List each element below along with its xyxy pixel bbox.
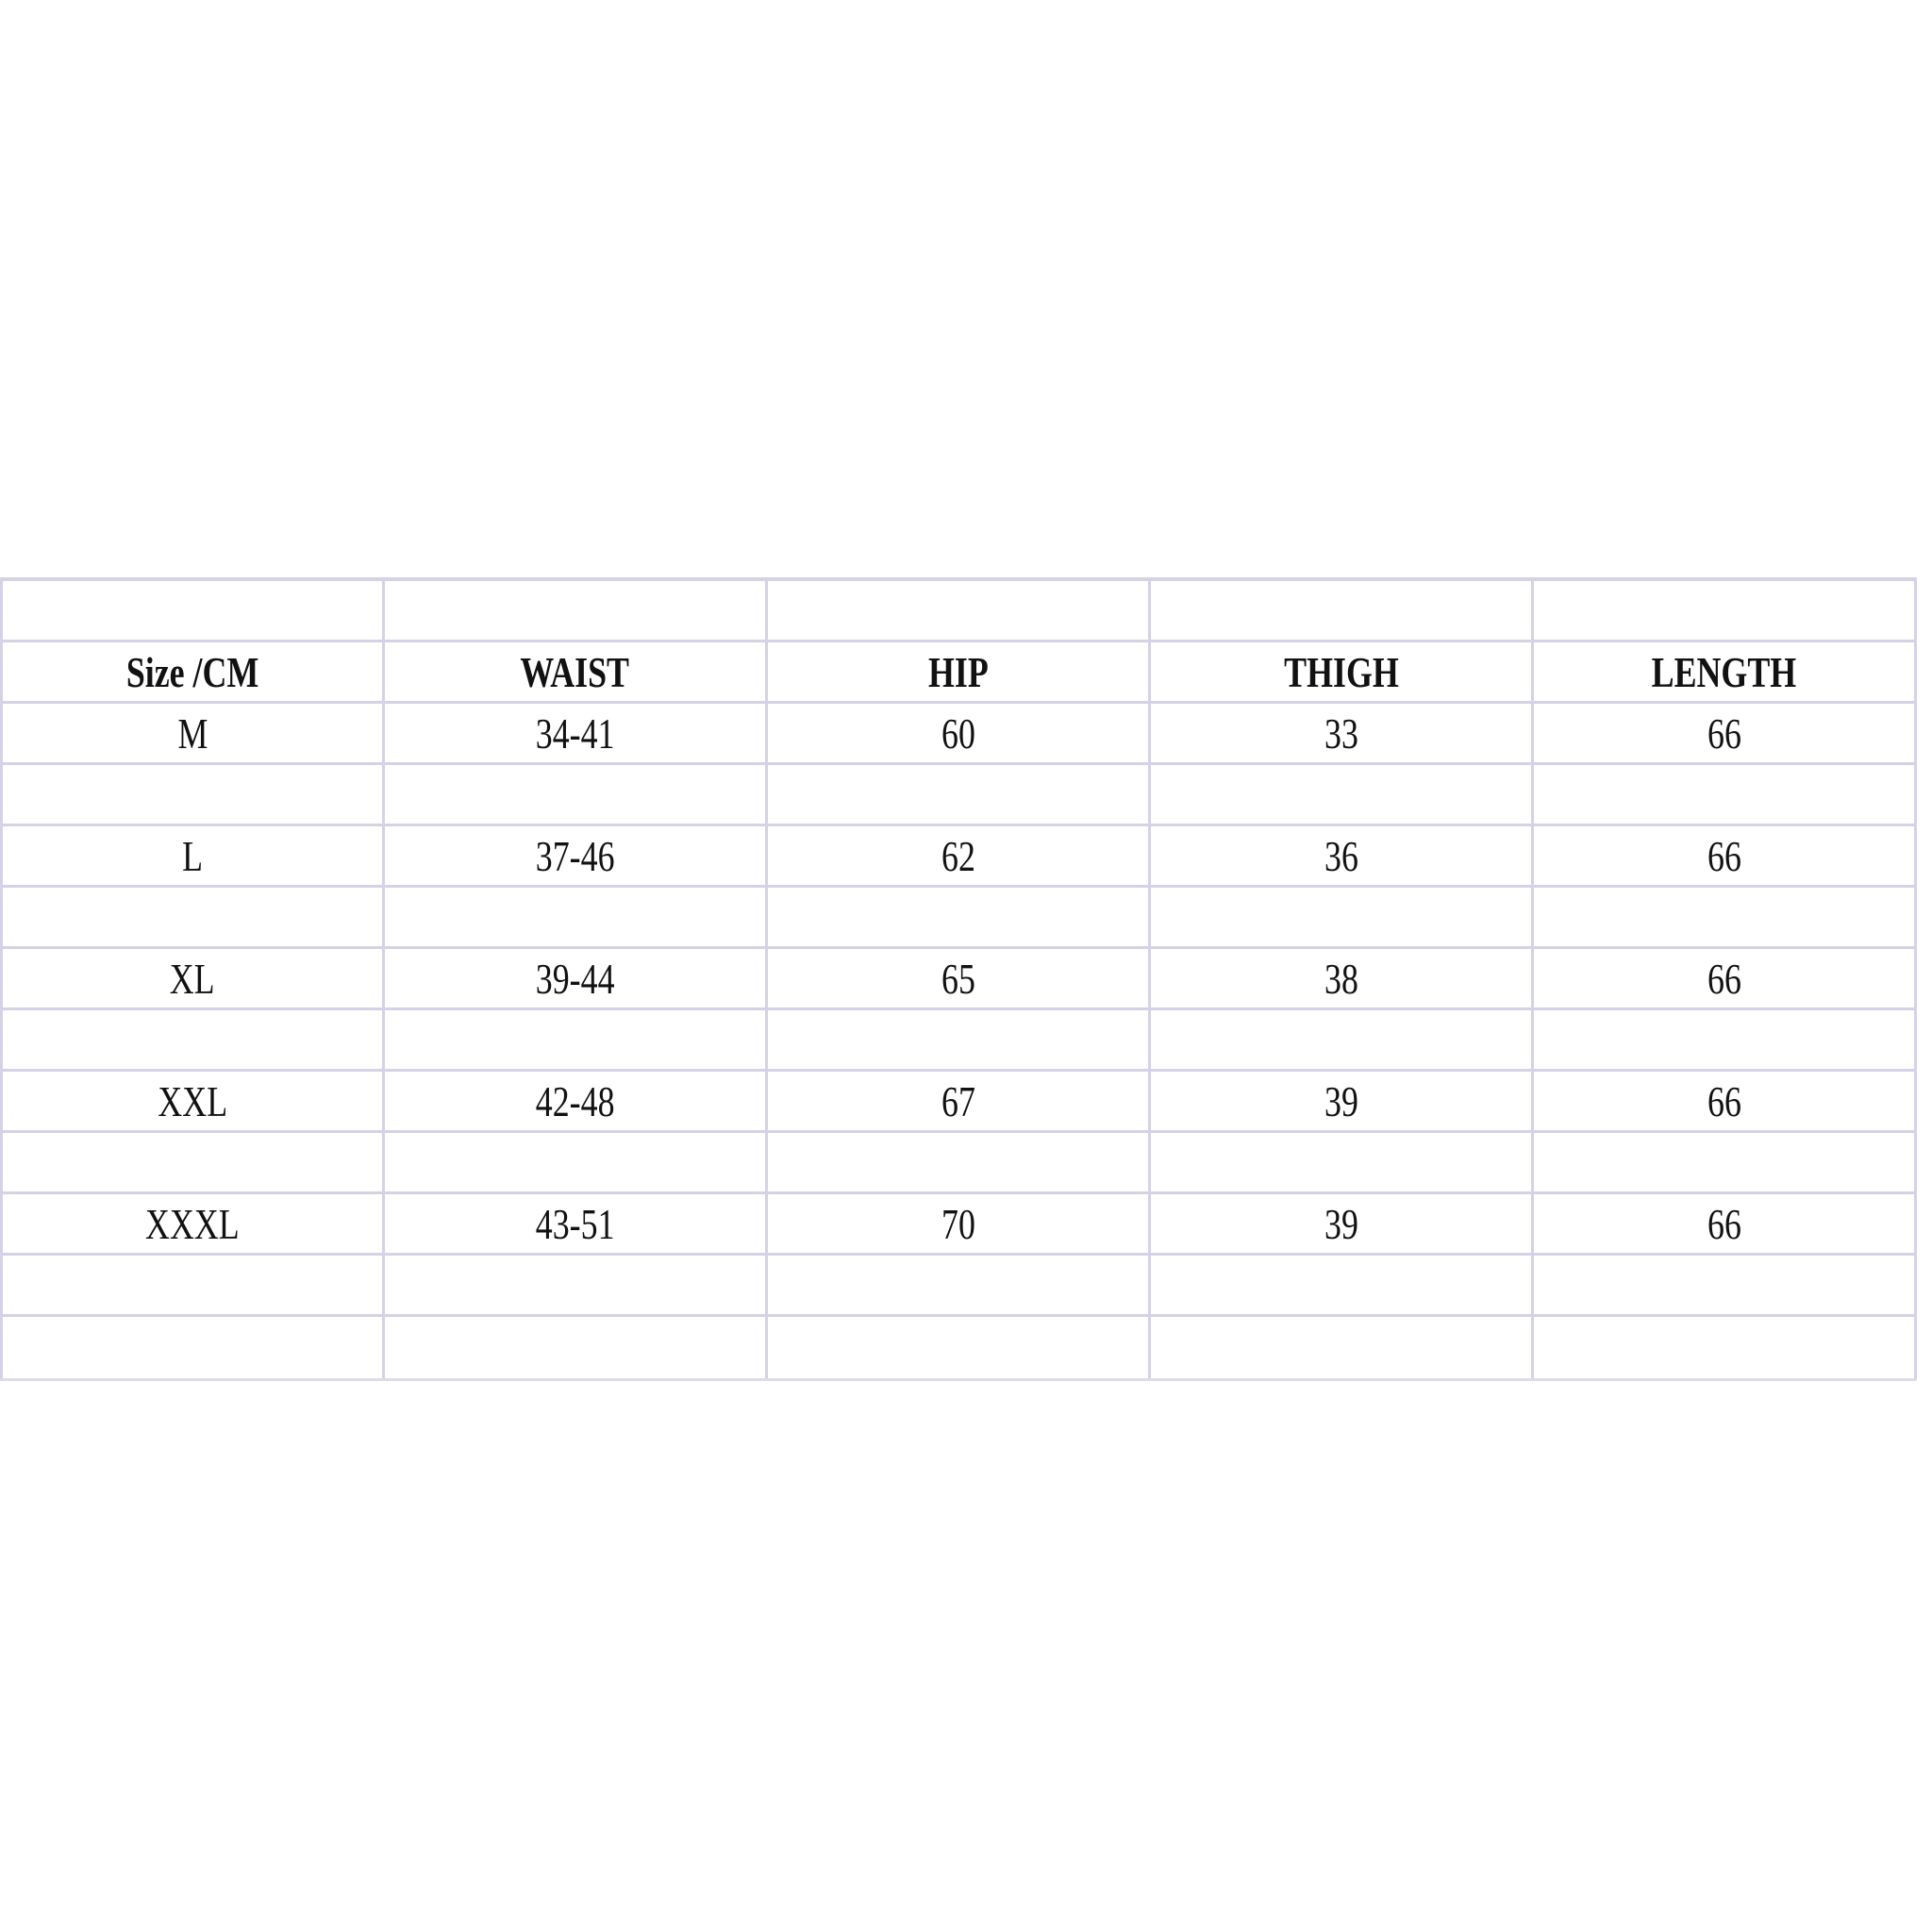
table-cell [768, 1010, 1151, 1072]
table-cell [385, 581, 768, 642]
cell-value: 42-48 [535, 1076, 615, 1125]
table-cell [1534, 888, 1917, 949]
cell-value: 43-51 [535, 1199, 615, 1248]
table-cell [385, 1010, 768, 1072]
table-cell [768, 1133, 1151, 1194]
waist-cell [385, 704, 768, 765]
waist-cell [385, 949, 768, 1010]
table-cell [1151, 1010, 1534, 1072]
size-cell [0, 1194, 385, 1256]
cell-value: 33 [1324, 708, 1358, 758]
header-label: HIP [927, 647, 989, 696]
cell-value: 39 [1324, 1199, 1358, 1248]
thigh-cell [1151, 826, 1534, 888]
table-cell [1151, 888, 1534, 949]
header-label: THIGH [1283, 647, 1399, 696]
header-label: LENGTH [1651, 647, 1797, 696]
table-cell [768, 1256, 1151, 1317]
table-cell [768, 888, 1151, 949]
hip-cell [768, 949, 1151, 1010]
table-cell [768, 1317, 1151, 1378]
hip-cell [768, 826, 1151, 888]
size-chart-table [0, 577, 1917, 1381]
hip-cell [768, 1194, 1151, 1256]
table-cell [385, 888, 768, 949]
header-label: Size /CM [125, 647, 259, 696]
cell-value: 36 [1324, 831, 1358, 880]
thigh-cell [1151, 949, 1534, 1010]
cell-value: 39-44 [535, 954, 615, 1003]
length-cell [1534, 1072, 1917, 1133]
table-cell [385, 1256, 768, 1317]
size-cell [0, 704, 385, 765]
table-cell [1534, 1256, 1917, 1317]
cell-value: L [182, 831, 203, 880]
length-cell [1534, 826, 1917, 888]
hip-cell [768, 704, 1151, 765]
cell-value: 66 [1707, 1199, 1741, 1248]
length-cell [1534, 704, 1917, 765]
cell-value: XXL [158, 1076, 227, 1125]
table-cell [0, 1133, 385, 1194]
table-cell [0, 1010, 385, 1072]
header-cell-length [1534, 642, 1917, 704]
table-cell [1151, 581, 1534, 642]
length-cell [1534, 1194, 1917, 1256]
table-cell [1534, 1010, 1917, 1072]
table-cell [1534, 581, 1917, 642]
table-cell [1151, 1133, 1534, 1194]
cell-value: 70 [941, 1199, 975, 1248]
cell-value: 65 [941, 954, 975, 1003]
cell-value: XXXL [145, 1199, 240, 1248]
length-cell [1534, 949, 1917, 1010]
table-cell [1151, 765, 1534, 826]
table-cell [1534, 1317, 1917, 1378]
table-cell [0, 1256, 385, 1317]
header-cell-hip [768, 642, 1151, 704]
table-cell [1534, 765, 1917, 826]
thigh-cell [1151, 1072, 1534, 1133]
table-cell [768, 581, 1151, 642]
thigh-cell [1151, 704, 1534, 765]
size-cell [0, 949, 385, 1010]
table-cell [1151, 1256, 1534, 1317]
table-cell [385, 765, 768, 826]
table-cell [0, 765, 385, 826]
table-cell [0, 581, 385, 642]
hip-cell [768, 1072, 1151, 1133]
cell-value: 66 [1707, 708, 1741, 758]
header-cell-waist [385, 642, 768, 704]
cell-value: 34-41 [535, 708, 615, 758]
cell-value: M [177, 708, 208, 758]
cell-value: 37-46 [535, 831, 615, 880]
table-cell [768, 765, 1151, 826]
table-cell [0, 1317, 385, 1378]
waist-cell [385, 1072, 768, 1133]
waist-cell [385, 826, 768, 888]
table-cell [0, 888, 385, 949]
table-cell [1151, 1317, 1534, 1378]
header-label: WAIST [520, 647, 630, 696]
cell-value: XL [170, 954, 215, 1003]
cell-value: 60 [941, 708, 975, 758]
thigh-cell [1151, 1194, 1534, 1256]
table-cell [385, 1133, 768, 1194]
cell-value: 39 [1324, 1076, 1358, 1125]
cell-value: 66 [1707, 954, 1741, 1003]
cell-value: 38 [1324, 954, 1358, 1003]
waist-cell [385, 1194, 768, 1256]
size-cell [0, 1072, 385, 1133]
table-cell [385, 1317, 768, 1378]
table-cell [1534, 1133, 1917, 1194]
cell-value: 62 [941, 831, 975, 880]
size-cell [0, 826, 385, 888]
cell-value: 66 [1707, 1076, 1741, 1125]
header-cell-size [0, 642, 385, 704]
header-cell-thigh [1151, 642, 1534, 704]
cell-value: 66 [1707, 831, 1741, 880]
cell-value: 67 [941, 1076, 975, 1125]
